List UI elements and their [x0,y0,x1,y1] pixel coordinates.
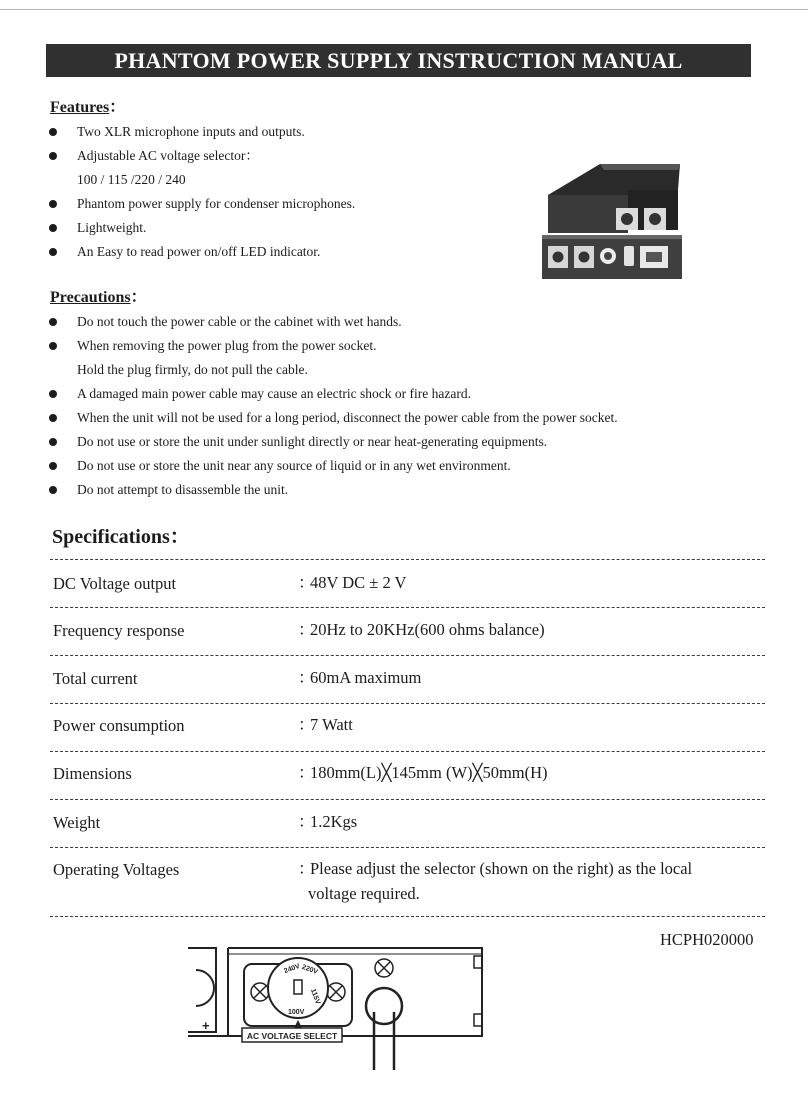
spec-value: ：Please adjust the selector (shown on the right) as the local voltage required. [298,859,693,903]
spec-divider [50,799,765,800]
dial-mark-240: 240V [283,962,301,976]
list-item [47,240,355,264]
list-item [47,454,618,478]
bullet-icon [49,414,57,422]
feature-text: Two XLR microphone inputs and outputs. [77,124,305,139]
spec-label: Power consumption [53,716,185,735]
list-item [47,144,355,168]
list-item [47,192,355,216]
list-item-continuation: 100 / 115 /220 / 240 [77,172,186,187]
list-item [47,334,618,358]
spec-label: DC Voltage output [53,574,177,593]
precautions-heading-colon: ： [130,289,147,306]
list-item-continuation: Hold the plug firmly, do not pull the cable. [77,362,308,377]
list-item [47,406,618,430]
specifications-heading-colon: ： [169,526,190,548]
list-item [47,430,618,454]
precaution-text: Do not touch the power cable or the cabinet with wet hands. [77,314,402,329]
document-code: HCPH020000 [660,930,754,949]
spec-label: Weight [53,813,101,832]
spec-value: ：48V DC ± 2 V [298,573,407,592]
feature-text: An Easy to read power on/off LED indicator. [77,244,321,259]
spec-divider [50,751,765,752]
spec-divider [50,607,765,608]
page-title: PHANTOM POWER SUPPLY INSTRUCTION MANUAL [46,44,751,77]
precaution-text: When removing the power plug from the power socket. [77,338,377,353]
features-heading-text: Features [50,99,110,116]
spec-value: ：180mm(L)╳145mm (W)╳50mm(H) [298,763,548,782]
bullet-icon [49,128,57,136]
features-heading [50,94,125,117]
spec-label: Total current [53,669,138,688]
spec-value: ：1.2Kgs [298,812,358,831]
spec-label: Frequency response [53,621,185,640]
bullet-icon [49,152,57,160]
precaution-text: When the unit will not be used for a long period, disconnect the power cable from the power socket. [77,410,618,425]
feature-text: Adjustable AC voltage selector： [77,148,259,163]
precautions-list [47,310,618,502]
spec-label: Dimensions [53,764,132,783]
spec-divider [50,559,765,560]
list-item [47,478,618,502]
bullet-icon [49,342,57,350]
specifications-heading [52,520,190,549]
voltage-selector-diagram [188,940,498,1070]
features-list [47,120,355,264]
ac-voltage-select-label: AC VOLTAGE SELECT [246,1031,338,1041]
specifications-heading-text: Specifications [52,526,170,548]
feature-text: Lightweight. [77,220,147,235]
dial-mark-220: 220V [300,963,319,976]
feature-text: Phantom power supply for condenser microphones. [77,196,356,211]
bullet-icon [49,390,57,398]
product-photo [540,160,685,282]
spec-value: ：7 Watt [298,715,353,734]
spec-divider [50,703,765,704]
spec-value: ：20Hz to 20KHz(600 ohms balance) [298,620,545,639]
list-item [47,216,355,240]
precautions-heading [50,284,147,307]
dial-mark-100: 100V [288,1009,305,1016]
precaution-text: Do not use or store the unit near any source of liquid or in any wet environment. [77,458,511,473]
spec-label: Operating Voltages [53,860,180,879]
bullet-icon [49,200,57,208]
list-item [47,382,618,406]
svg-text:+: + [202,1018,210,1033]
top-rule [0,9,808,10]
precautions-heading-text: Precautions [50,289,131,306]
bullet-icon [49,462,57,470]
precaution-text: Do not attempt to disassemble the unit. [77,482,289,497]
list-item [47,120,355,144]
bullet-icon [49,318,57,326]
bullet-icon [49,486,57,494]
spec-divider [50,655,765,656]
list-item [47,310,618,334]
precaution-text: Do not use or store the unit under sunlight directly or near heat-generating equipments. [77,434,548,449]
bullet-icon [49,224,57,232]
bullet-icon [49,438,57,446]
precaution-text: A damaged main power cable may cause an electric shock or fire hazard. [77,386,471,401]
dial-mark-115: 115V [308,987,322,1006]
features-heading-colon: ： [109,99,126,116]
spec-divider [50,847,765,848]
bullet-icon [49,248,57,256]
spec-divider [50,916,765,917]
spec-value: ：60mA maximum [298,668,422,687]
